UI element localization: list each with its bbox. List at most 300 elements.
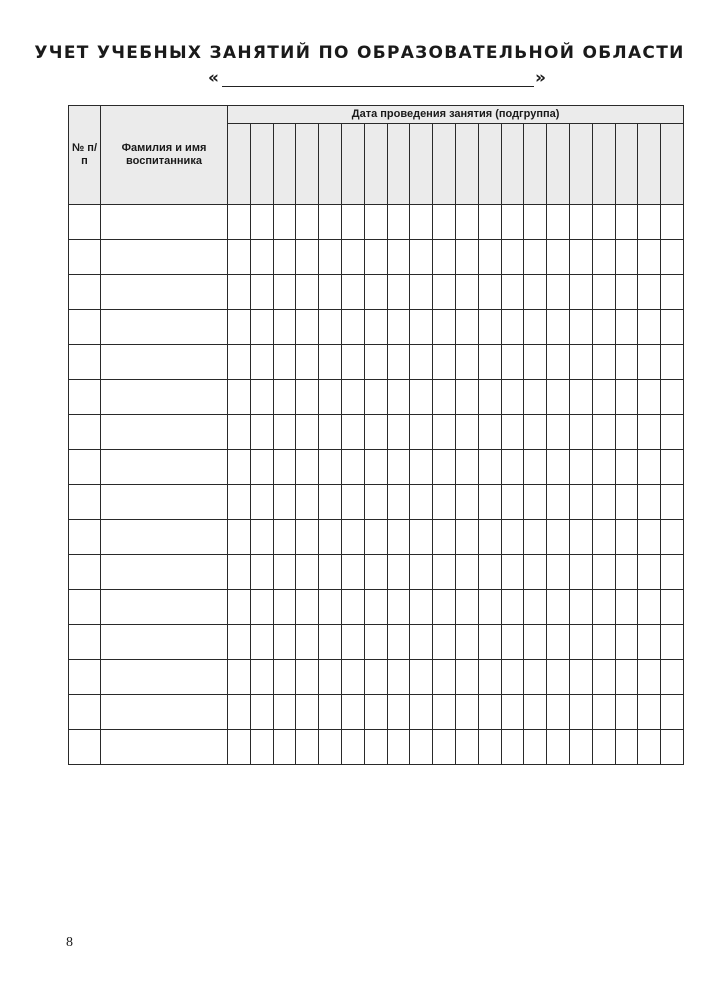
attendance-cell[interactable]: [250, 695, 273, 730]
date-header-cell[interactable]: [455, 124, 478, 205]
attendance-cell[interactable]: [524, 590, 547, 625]
attendance-cell[interactable]: [615, 625, 638, 660]
attendance-cell[interactable]: [410, 240, 433, 275]
attendance-cell[interactable]: [296, 520, 319, 555]
attendance-cell[interactable]: [501, 345, 524, 380]
attendance-cell[interactable]: [615, 730, 638, 765]
attendance-cell[interactable]: [341, 590, 364, 625]
student-name-cell[interactable]: [101, 240, 228, 275]
attendance-cell[interactable]: [341, 520, 364, 555]
attendance-cell[interactable]: [638, 380, 661, 415]
attendance-cell[interactable]: [410, 275, 433, 310]
attendance-cell[interactable]: [250, 310, 273, 345]
attendance-cell[interactable]: [387, 205, 410, 240]
attendance-cell[interactable]: [250, 450, 273, 485]
number-cell[interactable]: [69, 240, 101, 275]
attendance-cell[interactable]: [433, 625, 456, 660]
attendance-cell[interactable]: [615, 520, 638, 555]
attendance-cell[interactable]: [433, 485, 456, 520]
attendance-cell[interactable]: [524, 520, 547, 555]
attendance-cell[interactable]: [661, 240, 684, 275]
attendance-cell[interactable]: [592, 415, 615, 450]
attendance-cell[interactable]: [547, 555, 570, 590]
attendance-cell[interactable]: [273, 590, 296, 625]
attendance-cell[interactable]: [364, 205, 387, 240]
attendance-cell[interactable]: [364, 485, 387, 520]
attendance-cell[interactable]: [273, 555, 296, 590]
attendance-cell[interactable]: [478, 205, 501, 240]
attendance-cell[interactable]: [569, 695, 592, 730]
attendance-cell[interactable]: [433, 555, 456, 590]
attendance-cell[interactable]: [341, 485, 364, 520]
attendance-cell[interactable]: [319, 380, 342, 415]
attendance-cell[interactable]: [592, 590, 615, 625]
attendance-cell[interactable]: [319, 590, 342, 625]
attendance-cell[interactable]: [250, 555, 273, 590]
attendance-cell[interactable]: [501, 485, 524, 520]
number-cell[interactable]: [69, 485, 101, 520]
attendance-cell[interactable]: [273, 275, 296, 310]
attendance-cell[interactable]: [478, 415, 501, 450]
attendance-cell[interactable]: [250, 730, 273, 765]
attendance-cell[interactable]: [661, 555, 684, 590]
student-name-cell[interactable]: [101, 730, 228, 765]
attendance-cell[interactable]: [319, 345, 342, 380]
date-header-cell[interactable]: [410, 124, 433, 205]
attendance-cell[interactable]: [319, 415, 342, 450]
attendance-cell[interactable]: [228, 555, 251, 590]
attendance-cell[interactable]: [364, 275, 387, 310]
attendance-cell[interactable]: [387, 345, 410, 380]
attendance-cell[interactable]: [661, 625, 684, 660]
attendance-cell[interactable]: [341, 310, 364, 345]
attendance-cell[interactable]: [319, 205, 342, 240]
attendance-cell[interactable]: [638, 310, 661, 345]
attendance-cell[interactable]: [524, 345, 547, 380]
attendance-cell[interactable]: [661, 520, 684, 555]
date-header-cell[interactable]: [364, 124, 387, 205]
attendance-cell[interactable]: [228, 240, 251, 275]
attendance-cell[interactable]: [478, 240, 501, 275]
attendance-cell[interactable]: [638, 450, 661, 485]
attendance-cell[interactable]: [592, 520, 615, 555]
attendance-cell[interactable]: [433, 380, 456, 415]
attendance-cell[interactable]: [547, 310, 570, 345]
attendance-cell[interactable]: [547, 450, 570, 485]
attendance-cell[interactable]: [478, 520, 501, 555]
attendance-cell[interactable]: [228, 590, 251, 625]
date-header-cell[interactable]: [250, 124, 273, 205]
attendance-cell[interactable]: [410, 310, 433, 345]
attendance-cell[interactable]: [228, 205, 251, 240]
attendance-cell[interactable]: [433, 520, 456, 555]
attendance-cell[interactable]: [524, 730, 547, 765]
number-cell[interactable]: [69, 450, 101, 485]
attendance-cell[interactable]: [433, 275, 456, 310]
attendance-cell[interactable]: [569, 415, 592, 450]
attendance-cell[interactable]: [569, 450, 592, 485]
attendance-cell[interactable]: [341, 555, 364, 590]
attendance-cell[interactable]: [364, 730, 387, 765]
attendance-cell[interactable]: [638, 590, 661, 625]
attendance-cell[interactable]: [433, 660, 456, 695]
attendance-cell[interactable]: [387, 625, 410, 660]
attendance-cell[interactable]: [341, 275, 364, 310]
attendance-cell[interactable]: [228, 380, 251, 415]
attendance-cell[interactable]: [524, 205, 547, 240]
attendance-cell[interactable]: [364, 520, 387, 555]
student-name-cell[interactable]: [101, 590, 228, 625]
date-header-cell[interactable]: [433, 124, 456, 205]
attendance-cell[interactable]: [273, 625, 296, 660]
attendance-cell[interactable]: [273, 695, 296, 730]
attendance-cell[interactable]: [569, 590, 592, 625]
attendance-cell[interactable]: [364, 590, 387, 625]
attendance-cell[interactable]: [410, 450, 433, 485]
attendance-cell[interactable]: [319, 485, 342, 520]
attendance-cell[interactable]: [569, 555, 592, 590]
number-cell[interactable]: [69, 310, 101, 345]
attendance-cell[interactable]: [228, 660, 251, 695]
attendance-cell[interactable]: [273, 380, 296, 415]
attendance-cell[interactable]: [250, 380, 273, 415]
attendance-cell[interactable]: [296, 205, 319, 240]
attendance-cell[interactable]: [433, 240, 456, 275]
attendance-cell[interactable]: [501, 450, 524, 485]
attendance-cell[interactable]: [547, 380, 570, 415]
attendance-cell[interactable]: [410, 415, 433, 450]
attendance-cell[interactable]: [228, 730, 251, 765]
date-header-cell[interactable]: [661, 124, 684, 205]
attendance-cell[interactable]: [273, 520, 296, 555]
attendance-cell[interactable]: [638, 520, 661, 555]
attendance-cell[interactable]: [501, 240, 524, 275]
attendance-cell[interactable]: [592, 240, 615, 275]
attendance-cell[interactable]: [387, 730, 410, 765]
date-header-cell[interactable]: [341, 124, 364, 205]
student-name-cell[interactable]: [101, 380, 228, 415]
attendance-cell[interactable]: [228, 695, 251, 730]
attendance-cell[interactable]: [319, 240, 342, 275]
attendance-cell[interactable]: [250, 345, 273, 380]
attendance-cell[interactable]: [592, 485, 615, 520]
attendance-cell[interactable]: [615, 555, 638, 590]
attendance-cell[interactable]: [455, 450, 478, 485]
attendance-cell[interactable]: [638, 695, 661, 730]
attendance-cell[interactable]: [250, 520, 273, 555]
attendance-cell[interactable]: [273, 345, 296, 380]
attendance-cell[interactable]: [638, 730, 661, 765]
number-cell[interactable]: [69, 625, 101, 660]
attendance-cell[interactable]: [319, 555, 342, 590]
attendance-cell[interactable]: [524, 555, 547, 590]
number-cell[interactable]: [69, 520, 101, 555]
attendance-cell[interactable]: [455, 415, 478, 450]
attendance-cell[interactable]: [592, 695, 615, 730]
attendance-cell[interactable]: [228, 485, 251, 520]
attendance-cell[interactable]: [387, 695, 410, 730]
attendance-cell[interactable]: [341, 660, 364, 695]
attendance-cell[interactable]: [296, 625, 319, 660]
attendance-cell[interactable]: [228, 345, 251, 380]
attendance-cell[interactable]: [341, 625, 364, 660]
attendance-cell[interactable]: [387, 485, 410, 520]
attendance-cell[interactable]: [638, 415, 661, 450]
attendance-cell[interactable]: [501, 660, 524, 695]
attendance-cell[interactable]: [661, 450, 684, 485]
attendance-cell[interactable]: [478, 660, 501, 695]
attendance-cell[interactable]: [410, 380, 433, 415]
attendance-cell[interactable]: [638, 660, 661, 695]
attendance-cell[interactable]: [319, 450, 342, 485]
date-header-cell[interactable]: [273, 124, 296, 205]
attendance-cell[interactable]: [592, 345, 615, 380]
attendance-cell[interactable]: [615, 345, 638, 380]
attendance-cell[interactable]: [455, 345, 478, 380]
attendance-cell[interactable]: [250, 485, 273, 520]
attendance-cell[interactable]: [387, 240, 410, 275]
attendance-cell[interactable]: [319, 695, 342, 730]
attendance-cell[interactable]: [661, 345, 684, 380]
date-header-cell[interactable]: [478, 124, 501, 205]
attendance-cell[interactable]: [410, 660, 433, 695]
attendance-cell[interactable]: [592, 730, 615, 765]
student-name-cell[interactable]: [101, 660, 228, 695]
attendance-cell[interactable]: [455, 205, 478, 240]
attendance-cell[interactable]: [296, 345, 319, 380]
attendance-cell[interactable]: [501, 275, 524, 310]
date-header-cell[interactable]: [569, 124, 592, 205]
attendance-cell[interactable]: [364, 450, 387, 485]
attendance-cell[interactable]: [433, 730, 456, 765]
attendance-cell[interactable]: [364, 660, 387, 695]
attendance-cell[interactable]: [410, 345, 433, 380]
attendance-cell[interactable]: [478, 345, 501, 380]
attendance-cell[interactable]: [228, 275, 251, 310]
attendance-cell[interactable]: [250, 240, 273, 275]
date-header-cell[interactable]: [319, 124, 342, 205]
attendance-cell[interactable]: [387, 520, 410, 555]
attendance-cell[interactable]: [410, 205, 433, 240]
attendance-cell[interactable]: [455, 485, 478, 520]
number-cell[interactable]: [69, 275, 101, 310]
attendance-cell[interactable]: [410, 625, 433, 660]
attendance-cell[interactable]: [547, 695, 570, 730]
attendance-cell[interactable]: [296, 415, 319, 450]
student-name-cell[interactable]: [101, 695, 228, 730]
attendance-cell[interactable]: [296, 450, 319, 485]
attendance-cell[interactable]: [501, 380, 524, 415]
attendance-cell[interactable]: [661, 380, 684, 415]
attendance-cell[interactable]: [547, 415, 570, 450]
attendance-cell[interactable]: [569, 345, 592, 380]
number-cell[interactable]: [69, 380, 101, 415]
attendance-cell[interactable]: [524, 275, 547, 310]
attendance-cell[interactable]: [228, 310, 251, 345]
attendance-cell[interactable]: [387, 310, 410, 345]
attendance-cell[interactable]: [524, 240, 547, 275]
attendance-cell[interactable]: [547, 590, 570, 625]
attendance-cell[interactable]: [547, 345, 570, 380]
student-name-cell[interactable]: [101, 275, 228, 310]
attendance-cell[interactable]: [638, 625, 661, 660]
attendance-cell[interactable]: [387, 450, 410, 485]
attendance-cell[interactable]: [638, 240, 661, 275]
attendance-cell[interactable]: [569, 205, 592, 240]
attendance-cell[interactable]: [228, 625, 251, 660]
attendance-cell[interactable]: [547, 275, 570, 310]
number-cell[interactable]: [69, 345, 101, 380]
attendance-cell[interactable]: [455, 660, 478, 695]
attendance-cell[interactable]: [250, 205, 273, 240]
attendance-cell[interactable]: [524, 415, 547, 450]
attendance-cell[interactable]: [547, 520, 570, 555]
attendance-cell[interactable]: [501, 520, 524, 555]
attendance-cell[interactable]: [410, 730, 433, 765]
date-header-cell[interactable]: [296, 124, 319, 205]
attendance-cell[interactable]: [296, 275, 319, 310]
attendance-cell[interactable]: [524, 660, 547, 695]
number-cell[interactable]: [69, 415, 101, 450]
attendance-cell[interactable]: [501, 205, 524, 240]
attendance-cell[interactable]: [478, 730, 501, 765]
date-header-cell[interactable]: [524, 124, 547, 205]
attendance-cell[interactable]: [478, 310, 501, 345]
attendance-cell[interactable]: [501, 415, 524, 450]
attendance-cell[interactable]: [341, 240, 364, 275]
attendance-cell[interactable]: [569, 240, 592, 275]
attendance-cell[interactable]: [592, 660, 615, 695]
student-name-cell[interactable]: [101, 625, 228, 660]
attendance-cell[interactable]: [296, 730, 319, 765]
attendance-cell[interactable]: [638, 205, 661, 240]
attendance-cell[interactable]: [319, 660, 342, 695]
attendance-cell[interactable]: [250, 590, 273, 625]
attendance-cell[interactable]: [364, 380, 387, 415]
date-header-cell[interactable]: [592, 124, 615, 205]
attendance-cell[interactable]: [478, 275, 501, 310]
attendance-cell[interactable]: [433, 310, 456, 345]
attendance-cell[interactable]: [341, 345, 364, 380]
attendance-cell[interactable]: [455, 625, 478, 660]
attendance-cell[interactable]: [592, 275, 615, 310]
attendance-cell[interactable]: [455, 275, 478, 310]
attendance-cell[interactable]: [410, 555, 433, 590]
attendance-cell[interactable]: [341, 730, 364, 765]
date-header-cell[interactable]: [615, 124, 638, 205]
attendance-cell[interactable]: [569, 485, 592, 520]
attendance-cell[interactable]: [547, 205, 570, 240]
attendance-cell[interactable]: [273, 730, 296, 765]
attendance-cell[interactable]: [273, 450, 296, 485]
attendance-cell[interactable]: [341, 695, 364, 730]
attendance-cell[interactable]: [524, 625, 547, 660]
attendance-cell[interactable]: [524, 485, 547, 520]
attendance-cell[interactable]: [615, 205, 638, 240]
attendance-cell[interactable]: [547, 625, 570, 660]
student-name-cell[interactable]: [101, 450, 228, 485]
attendance-cell[interactable]: [228, 450, 251, 485]
attendance-cell[interactable]: [501, 625, 524, 660]
attendance-cell[interactable]: [250, 275, 273, 310]
attendance-cell[interactable]: [615, 240, 638, 275]
attendance-cell[interactable]: [615, 485, 638, 520]
attendance-cell[interactable]: [228, 415, 251, 450]
attendance-cell[interactable]: [273, 205, 296, 240]
attendance-cell[interactable]: [455, 240, 478, 275]
number-cell[interactable]: [69, 730, 101, 765]
attendance-cell[interactable]: [341, 415, 364, 450]
attendance-cell[interactable]: [478, 450, 501, 485]
attendance-cell[interactable]: [661, 415, 684, 450]
attendance-cell[interactable]: [341, 205, 364, 240]
attendance-cell[interactable]: [501, 590, 524, 625]
attendance-cell[interactable]: [341, 380, 364, 415]
attendance-cell[interactable]: [364, 695, 387, 730]
date-header-cell[interactable]: [228, 124, 251, 205]
attendance-cell[interactable]: [547, 730, 570, 765]
attendance-cell[interactable]: [615, 275, 638, 310]
attendance-cell[interactable]: [638, 555, 661, 590]
attendance-cell[interactable]: [387, 380, 410, 415]
attendance-cell[interactable]: [296, 555, 319, 590]
attendance-cell[interactable]: [615, 415, 638, 450]
attendance-cell[interactable]: [661, 310, 684, 345]
attendance-cell[interactable]: [433, 695, 456, 730]
attendance-cell[interactable]: [273, 485, 296, 520]
attendance-cell[interactable]: [615, 450, 638, 485]
number-cell[interactable]: [69, 695, 101, 730]
number-cell[interactable]: [69, 660, 101, 695]
attendance-cell[interactable]: [569, 625, 592, 660]
attendance-cell[interactable]: [478, 625, 501, 660]
attendance-cell[interactable]: [524, 450, 547, 485]
attendance-cell[interactable]: [501, 555, 524, 590]
attendance-cell[interactable]: [296, 240, 319, 275]
attendance-cell[interactable]: [296, 380, 319, 415]
student-name-cell[interactable]: [101, 205, 228, 240]
attendance-cell[interactable]: [569, 520, 592, 555]
attendance-cell[interactable]: [592, 380, 615, 415]
attendance-cell[interactable]: [364, 415, 387, 450]
attendance-cell[interactable]: [273, 240, 296, 275]
student-name-cell[interactable]: [101, 310, 228, 345]
attendance-cell[interactable]: [569, 660, 592, 695]
attendance-cell[interactable]: [433, 450, 456, 485]
attendance-cell[interactable]: [250, 415, 273, 450]
attendance-cell[interactable]: [341, 450, 364, 485]
student-name-cell[interactable]: [101, 485, 228, 520]
attendance-cell[interactable]: [615, 660, 638, 695]
attendance-cell[interactable]: [661, 275, 684, 310]
attendance-cell[interactable]: [592, 450, 615, 485]
student-name-cell[interactable]: [101, 520, 228, 555]
attendance-cell[interactable]: [547, 240, 570, 275]
attendance-cell[interactable]: [387, 415, 410, 450]
attendance-cell[interactable]: [319, 275, 342, 310]
number-cell[interactable]: [69, 590, 101, 625]
attendance-cell[interactable]: [296, 695, 319, 730]
date-header-cell[interactable]: [501, 124, 524, 205]
attendance-cell[interactable]: [364, 625, 387, 660]
date-header-cell[interactable]: [387, 124, 410, 205]
attendance-cell[interactable]: [569, 380, 592, 415]
attendance-cell[interactable]: [615, 380, 638, 415]
attendance-cell[interactable]: [638, 345, 661, 380]
attendance-cell[interactable]: [615, 310, 638, 345]
attendance-cell[interactable]: [433, 415, 456, 450]
attendance-cell[interactable]: [501, 310, 524, 345]
